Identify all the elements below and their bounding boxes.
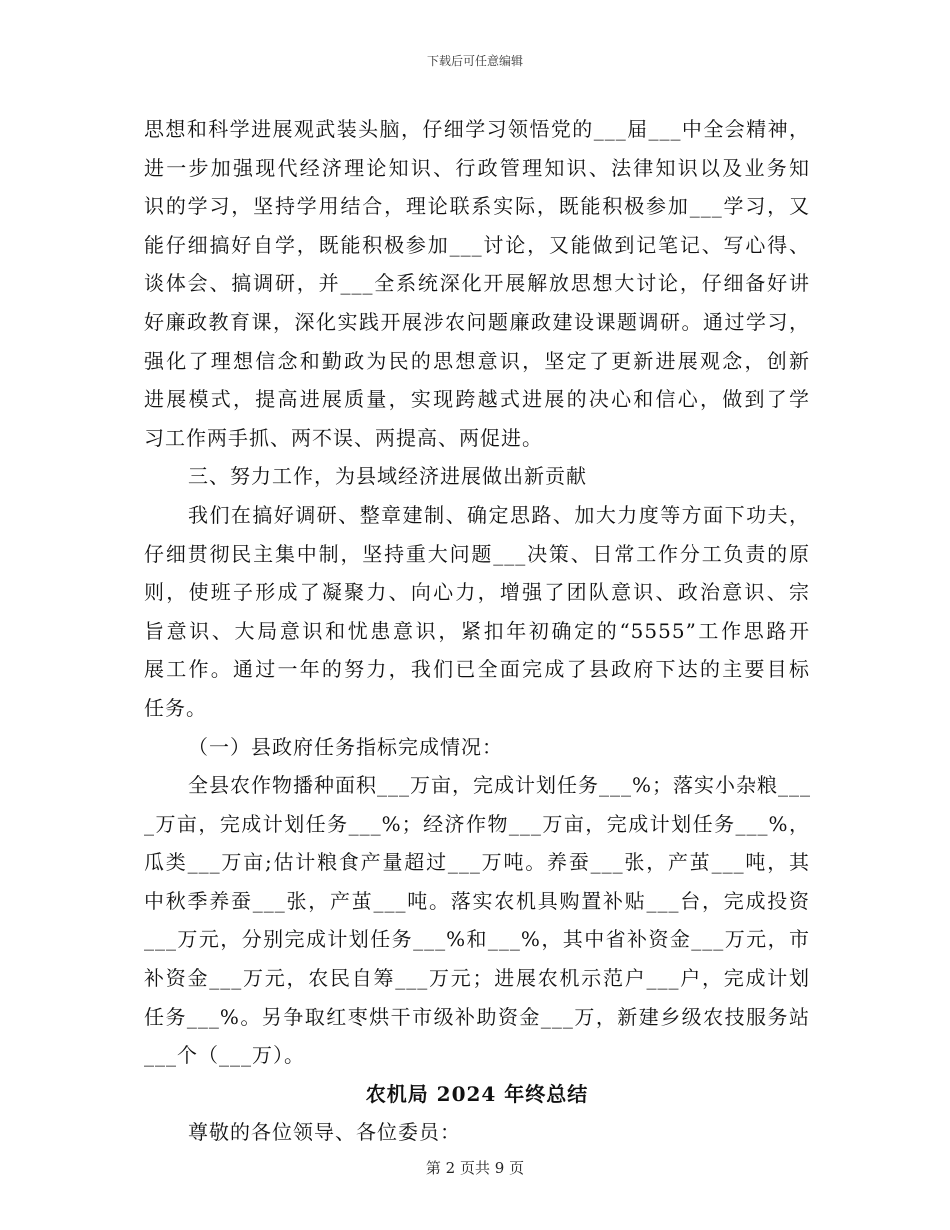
text-line: 旨意识、大局意识和忧患意识，紧扣年初确定的“5555”工作思路开 xyxy=(144,618,810,643)
document-title: 农机局 2024 年终总结 xyxy=(365,1081,589,1106)
text-line: 任务___%。另争取红枣烘干市级补助资金___万，新建乡级农技服务站 xyxy=(144,1004,810,1029)
text-line: 任务。 xyxy=(144,695,207,720)
subsection-heading: （一）县政府任务指标完成情况： xyxy=(188,734,503,759)
text-line: 仔细贯彻民主集中制，坚持重大问题___决策、日常工作分工负责的原 xyxy=(144,541,810,566)
text-line: 我们在搞好调研、整章建制、确定思路、加大力度等方面下功夫， xyxy=(188,502,810,527)
text-line: 进一步加强现代经济理论知识、行政管理知识、法律知识以及业务知 xyxy=(144,155,810,180)
text-line: ___万元，分别完成计划任务___%和___%，其中省补资金___万元，市 xyxy=(144,927,810,952)
salutation: 尊敬的各位领导、各位委员： xyxy=(188,1120,461,1145)
text-line: 能仔细搞好自学，既能积极参加___讨论，又能做到记笔记、写心得、 xyxy=(144,232,810,257)
paragraph-targets xyxy=(144,766,810,1075)
section-heading: 三、努力工作，为县域经济进展做出新贡献 xyxy=(188,464,587,489)
text-line: 进展模式，提高进展质量，实现跨越式进展的决心和信心，做到了学 xyxy=(144,387,810,412)
text-line: 中秋季养蚕___张，产茧___吨。落实农机具购置补贴___台，完成投资 xyxy=(144,888,810,913)
paragraph-study xyxy=(144,110,810,457)
text-line: 识的学习，坚持学用结合，理论联系实际，既能积极参加___学习，又 xyxy=(144,194,810,219)
document-body xyxy=(144,110,810,1152)
page-footer: 第 2 页共 9 页 xyxy=(425,1159,525,1177)
text-line: 展工作。通过一年的努力，我们已全面完成了县政府下达的主要目标 xyxy=(144,657,810,682)
text-line: 补资金___万元，农民自筹___万元；进展农机示范户___户，完成计划 xyxy=(144,966,810,991)
text-line: 全县农作物播种面积___万亩，完成计划任务___%；落实小杂粮___ xyxy=(188,773,812,798)
text-line: _万亩，完成计划任务___%；经济作物___万亩，完成计划任务___%， xyxy=(144,811,810,836)
paragraph-work xyxy=(144,496,810,728)
text-line: 强化了理想信念和勤政为民的思想意识，坚定了更新进展观念，创新 xyxy=(144,348,810,373)
text-line: 瓜类___万亩;估计粮食产量超过___万吨。养蚕___张，产茧___吨，其 xyxy=(144,850,810,875)
text-line: ___个（___万）。 xyxy=(144,1043,305,1068)
text-line: 谈体会、搞调研，并___全系统深化开展解放思想大讨论，仔细备好讲 xyxy=(144,271,810,296)
text-line: 思想和科学进展观武装头脑，仔细学习领悟党的___届___中全会精神， xyxy=(144,117,810,141)
text-line: 则，使班子形成了凝聚力、向心力，增强了团队意识、政治意识、宗 xyxy=(144,580,810,605)
text-line: 习工作两手抓、两不误、两提高、两促进。 xyxy=(144,425,543,450)
page-header: 下载后可任意编辑 xyxy=(426,54,523,68)
text-line: 好廉政教育课，深化实践开展涉农问题廉政建设课题调研。通过学习， xyxy=(144,309,810,334)
